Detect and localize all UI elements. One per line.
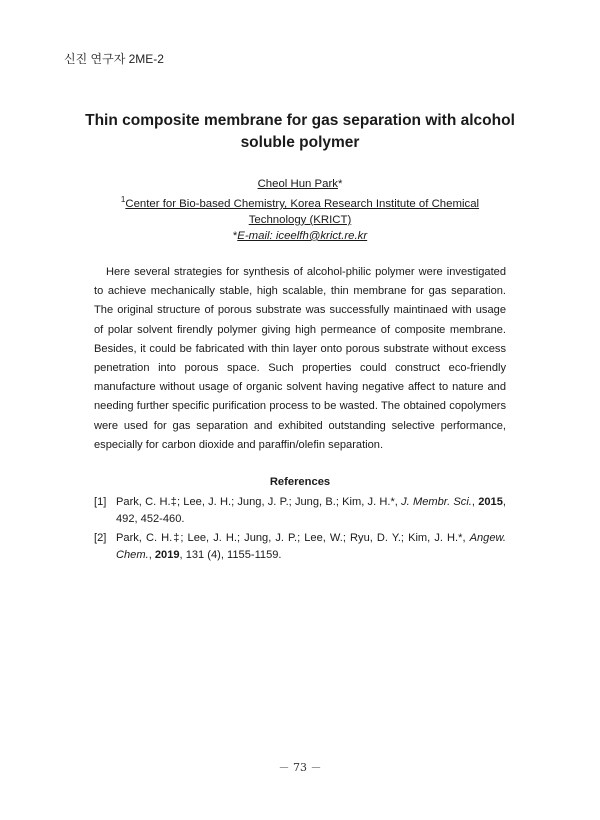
- abstract-paragraph: Here several strategies for synthesis of alcohol-philic polymer were investigated to achieve mechanically stable, high scalable, thin membrane for gas separation. The original structure of porous substrate was successfully maintinaed with usage of polar solvent firendly polymer giving high permeance of composite membrane. Besides, it could be fabricated with thin layer onto porous substrate without excess penetration into porous space. Such properties could construct eco-friendly manufacture without usage of organic solvent having negative affect to nature and needing further specific purification process to be wasted. The obtained copolymers were used for gas separation and exhibited outstanding selective performance, especially for carbon dioxide and paraffin/olefin separation.: [94, 266, 506, 451]
- email-prefix: *: [232, 229, 238, 242]
- title-line-2: soluble polymer: [240, 134, 360, 151]
- affiliation-line-1: [90, 192, 510, 212]
- reference-sep: ,: [471, 496, 479, 508]
- reference-authors: Park, C. H.‡; Lee, J. H.; Jung, J. P.; Lee, W.; Ryu, D. Y.; Kim, J. H.*,: [116, 531, 470, 544]
- author-block: [90, 176, 510, 244]
- references-heading: References: [269, 476, 331, 488]
- reference-journal: J. Membr. Sci.: [401, 496, 472, 508]
- page-number: － 73 －: [278, 761, 322, 774]
- title-line-1: Thin composite membrane for gas separation with alcohol: [85, 112, 515, 129]
- email-link[interactable]: E-mail: iceelfh@krict.re.kr: [237, 229, 368, 242]
- reference-rest: , 492, 452-460.: [116, 496, 506, 526]
- author-name: Cheol Hun Park: [257, 178, 338, 190]
- author-mark: *: [337, 178, 343, 190]
- session-code: 신진 연구자 2ME-2: [64, 52, 164, 66]
- reference-number: [1]: [94, 496, 107, 508]
- author-line: [90, 176, 510, 192]
- email-line: [90, 228, 510, 244]
- affiliation-sup: 1: [120, 195, 126, 204]
- reference-number: [2]: [94, 531, 107, 544]
- reference-year: 2019: [154, 549, 180, 562]
- reference-item: [94, 530, 506, 565]
- affiliation-text-2: Technology (KRICT): [248, 213, 352, 226]
- reference-item: [94, 494, 506, 529]
- reference-authors: Park, C. H.‡; Lee, J. H.; Jung, J. P.; Jung, B.; Kim, J. H.*,: [116, 496, 402, 508]
- references-list: [94, 494, 506, 566]
- reference-journal: Angew. Chem.: [116, 531, 506, 562]
- affiliation-text-1: Center for Bio-based Chemistry, Korea Research Institute of Chemical: [125, 197, 480, 210]
- paper-title: [60, 110, 540, 154]
- reference-year: 2015: [478, 496, 503, 508]
- reference-sep: ,: [148, 549, 155, 562]
- affiliation-line-2: [90, 212, 510, 228]
- reference-rest: , 131 (4), 1155-1159.: [179, 549, 282, 562]
